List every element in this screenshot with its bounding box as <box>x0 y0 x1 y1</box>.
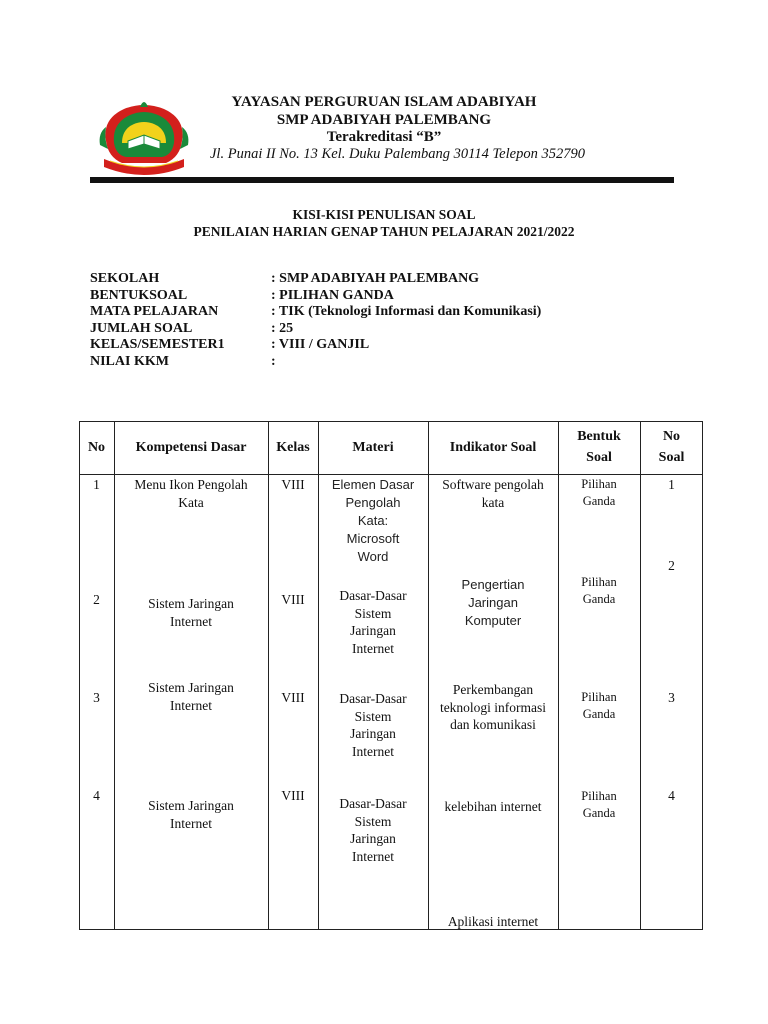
row-kompetensi <box>114 595 268 630</box>
cell-line: Jaringan <box>350 623 396 638</box>
cell-line: Kata: <box>357 513 389 528</box>
info-label: NILAI KKM <box>90 354 169 369</box>
column-header-bentuk-line1: Bentuk <box>577 429 621 444</box>
row-no-soal: 3 <box>668 690 675 705</box>
column-header-kelas: Kelas <box>276 440 310 455</box>
cell-line: Pilihan <box>581 477 617 491</box>
cell-line: Dasar-Dasar <box>339 588 407 603</box>
foundation-name: YAYASAN PERGURUAN ISLAM ADABIYAH <box>231 94 537 110</box>
info-value: : SMP ADABIYAH PALEMBANG <box>271 271 480 286</box>
row-indikator <box>428 798 558 816</box>
row-bentuk <box>558 476 640 509</box>
cell-line: Internet <box>170 815 212 831</box>
info-value: : <box>271 354 276 369</box>
row-materi <box>318 690 428 760</box>
cell-line: Microsoft <box>346 531 400 546</box>
document-subtitle: PENILAIAN HARIAN GENAP TAHUN PELAJARAN 2021/2022 <box>193 224 575 239</box>
cell-line: Elemen Dasar <box>331 477 415 492</box>
header-row-divider <box>79 474 703 475</box>
trailing-indikator: Aplikasi internet <box>447 914 539 929</box>
row-kelas: VIII <box>281 477 305 492</box>
column-divider <box>640 421 641 930</box>
info-label: SEKOLAH <box>90 271 160 286</box>
school-name: SMP ADABIYAH PALEMBANG <box>276 112 492 128</box>
cell-line: Ganda <box>582 805 616 820</box>
column-header-no-soal-line2: Soal <box>658 450 685 465</box>
column-header-no-soal <box>640 426 703 468</box>
cell-line: Sistem Jaringan <box>148 680 234 695</box>
column-header-no: No <box>87 440 106 455</box>
cell-line: Sistem <box>354 813 392 829</box>
row-indikator <box>428 681 558 734</box>
cell-line: Ganda <box>582 591 616 606</box>
cell-line: Ganda <box>582 493 616 508</box>
cell-line: Internet <box>352 848 394 864</box>
column-header-bentuk-line2: Soal <box>586 450 612 465</box>
accreditation: Terakreditasi “B” <box>326 129 442 145</box>
cell-line: kata <box>481 494 505 510</box>
row-no: 3 <box>93 690 100 705</box>
cell-line: teknologi informasi <box>439 699 547 715</box>
column-header-materi: Materi <box>352 440 394 455</box>
info-label: MATA PELAJARAN <box>90 304 219 319</box>
cell-line: Jaringan <box>350 726 396 741</box>
cell-line: Internet <box>352 640 394 656</box>
row-kompetensi <box>114 679 268 714</box>
row-no: 1 <box>93 477 100 492</box>
row-no-soal: 1 <box>668 477 675 492</box>
cell-line: Perkembangan <box>452 682 534 697</box>
info-value: : 25 <box>271 321 294 336</box>
cell-line: Pilihan <box>581 789 617 803</box>
cell-line: Internet <box>170 697 212 713</box>
row-bentuk <box>558 788 640 821</box>
info-label: JUMLAH SOAL <box>90 321 193 336</box>
column-header-no-soal-line1: No <box>662 429 681 444</box>
cell-line: Internet <box>352 743 394 759</box>
cell-line: Software pengolah <box>442 477 544 492</box>
row-bentuk <box>558 689 640 722</box>
cell-line: Menu Ikon Pengolah <box>134 477 248 492</box>
cell-line: Dasar-Dasar <box>339 796 407 811</box>
row-materi <box>318 476 428 566</box>
row-no-soal: 2 <box>668 558 675 573</box>
row-no: 2 <box>93 592 100 607</box>
column-header-bentuk <box>558 426 640 468</box>
column-header-kompetensi: Kompetensi Dasar <box>135 440 247 455</box>
cell-line: Kata <box>178 494 204 510</box>
cell-line: Jaringan <box>468 595 518 610</box>
document-title: KISI-KISI PENULISAN SOAL <box>292 207 476 222</box>
cell-line: Sistem <box>354 708 392 724</box>
info-value: : PILIHAN GANDA <box>271 288 394 303</box>
cell-line: Ganda <box>582 706 616 721</box>
cell-line: Jaringan <box>350 831 396 846</box>
cell-line: Pengertian <box>461 577 525 592</box>
cell-line: Pilihan <box>581 690 617 704</box>
cell-line: Dasar-Dasar <box>339 691 407 706</box>
cell-line: Internet <box>170 613 212 629</box>
cell-line: Sistem <box>354 605 392 621</box>
cell-line: Pengolah <box>345 495 401 510</box>
cell-line: Sistem Jaringan <box>148 596 234 611</box>
row-no-soal: 4 <box>668 788 675 803</box>
cell-line: Word <box>357 549 389 564</box>
info-label: KELAS/SEMESTER1 <box>90 337 225 352</box>
school-address: Jl. Punai II No. 13 Kel. Duku Palembang 30114 Telepon 352790 <box>210 146 585 162</box>
cell-line: Pilihan <box>581 575 617 589</box>
cell-line: kelebihan internet <box>444 799 542 814</box>
header-divider <box>90 177 674 183</box>
info-value: : VIII / GANJIL <box>271 337 370 352</box>
row-indikator <box>428 476 558 511</box>
info-value: : TIK (Teknologi Informasi dan Komunikasi) <box>271 304 542 319</box>
column-divider <box>268 421 269 930</box>
row-kelas: VIII <box>281 690 305 705</box>
cell-line: dan komunikasi <box>450 717 536 732</box>
cell-line: Sistem Jaringan <box>148 798 234 813</box>
row-no: 4 <box>93 788 100 803</box>
cell-line: Komputer <box>464 613 522 628</box>
row-materi <box>318 795 428 865</box>
row-bentuk <box>558 574 640 607</box>
column-header-indikator: Indikator Soal <box>449 440 537 455</box>
row-kelas: VIII <box>281 788 305 803</box>
info-label: BENTUKSOAL <box>90 288 188 303</box>
row-indikator <box>428 576 558 630</box>
row-kelas: VIII <box>281 592 305 607</box>
row-kompetensi <box>114 476 268 511</box>
row-materi <box>318 587 428 657</box>
row-kompetensi <box>114 797 268 832</box>
